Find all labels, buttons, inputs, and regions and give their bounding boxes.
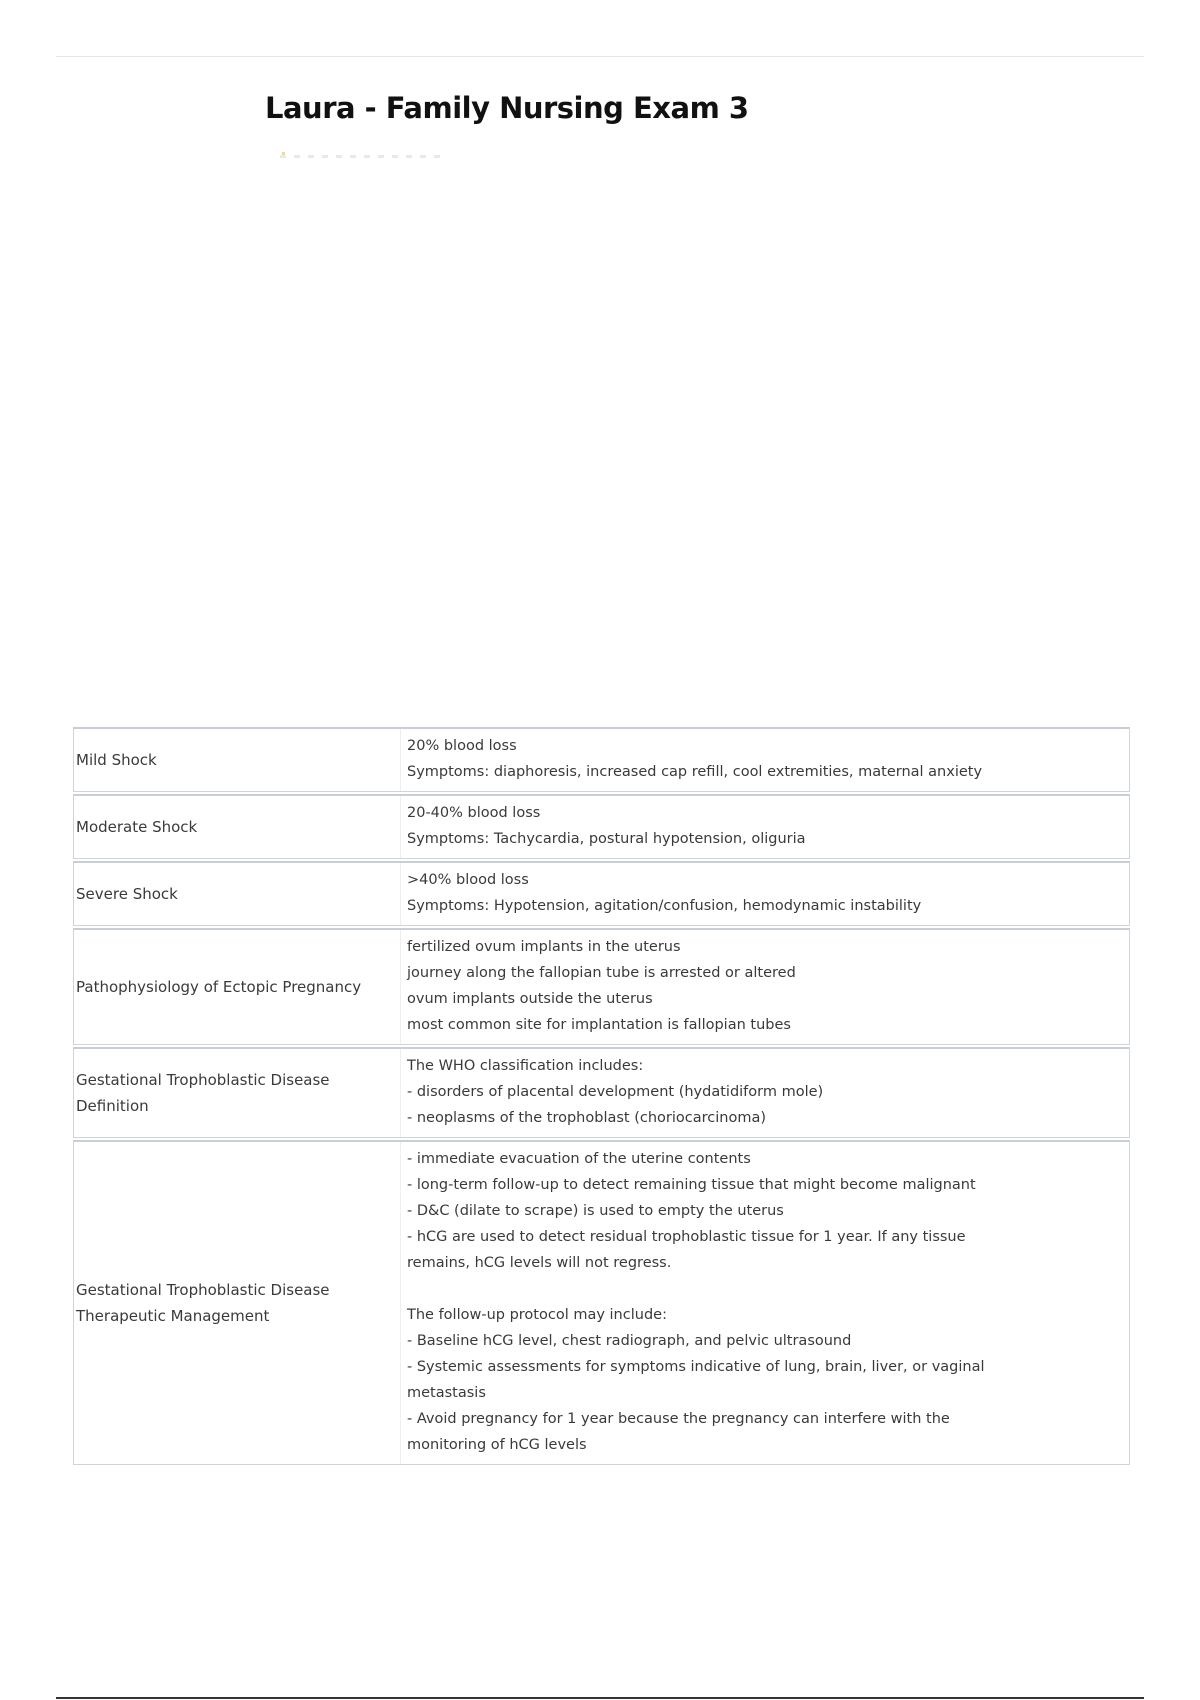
definition-line: 20-40% blood loss: [407, 805, 541, 821]
flashcard-moderate-shock: [73, 794, 1130, 859]
definition-line: journey along the fallopian tube is arrested or altered: [407, 965, 796, 981]
card-term: Pathophysiology of Ectopic Pregnancy: [74, 930, 401, 1044]
flashcard-severe-shock: [73, 861, 1130, 926]
flashcard-mild-shock: [73, 727, 1130, 792]
definition-line: 20% blood loss: [407, 738, 517, 754]
card-term: Gestational Trophoblastic Disease Definition: [74, 1049, 401, 1137]
card-definition: [401, 1142, 1129, 1464]
definition-line: Symptoms: diaphoresis, increased cap refill, cool extremities, maternal anxiety: [407, 764, 983, 780]
bottom-divider: [56, 1697, 1144, 1699]
flashcard-ectopic-pregnancy: [73, 928, 1130, 1045]
definition-line: The WHO classification includes:: [407, 1058, 644, 1074]
card-term: Gestational Trophoblastic Disease Therapeutic Management: [74, 1142, 401, 1464]
definition-line: - Systemic assessments for symptoms indicative of lung, brain, liver, or vaginal: [407, 1359, 985, 1375]
page-title: Laura - Family Nursing Exam 3: [265, 91, 749, 125]
definition-line: most common site for implantation is fallopian tubes: [407, 1017, 791, 1033]
definition-line: - long-term follow-up to detect remaining tissue that might become malignant: [407, 1177, 976, 1193]
card-term: Severe Shock: [74, 863, 401, 925]
definition-line: remains, hCG levels will not regress.: [407, 1255, 672, 1271]
card-definition: [401, 930, 1129, 1044]
top-divider: [56, 56, 1144, 57]
definition-line: monitoring of hCG levels: [407, 1437, 587, 1453]
definition-line: metastasis: [407, 1385, 486, 1401]
card-definition: [401, 796, 1129, 858]
definition-line: - hCG are used to detect residual trophoblastic tissue for 1 year. If any tissue: [407, 1229, 966, 1245]
flashcard-list: [73, 727, 1130, 1467]
definition-line: Symptoms: Tachycardia, postural hypotension, oliguria: [407, 831, 806, 847]
definition-line: ovum implants outside the uterus: [407, 991, 653, 1007]
definition-line: - Avoid pregnancy for 1 year because the pregnancy can interfere with the: [407, 1411, 950, 1427]
faded-subtitle-placeholder: [280, 155, 445, 158]
definition-line: fertilized ovum implants in the uterus: [407, 939, 681, 955]
card-definition: [401, 863, 1129, 925]
definition-line: - immediate evacuation of the uterine contents: [407, 1151, 751, 1167]
definition-line: [407, 1276, 1129, 1302]
definition-line: The follow-up protocol may include:: [407, 1307, 667, 1323]
card-definition: [401, 729, 1129, 791]
definition-line: - D&C (dilate to scrape) is used to empty the uterus: [407, 1203, 784, 1219]
flashcard-gtd-definition: [73, 1047, 1130, 1138]
definition-line: - Baseline hCG level, chest radiograph, and pelvic ultrasound: [407, 1333, 852, 1349]
card-definition: [401, 1049, 1129, 1137]
flashcard-gtd-management: [73, 1140, 1130, 1465]
definition-line: - neoplasms of the trophoblast (choriocarcinoma): [407, 1110, 766, 1126]
definition-line: Symptoms: Hypotension, agitation/confusion, hemodynamic instability: [407, 898, 922, 914]
card-term: Moderate Shock: [74, 796, 401, 858]
card-term: Mild Shock: [74, 729, 401, 791]
definition-line: - disorders of placental development (hydatidiform mole): [407, 1084, 824, 1100]
definition-line: >40% blood loss: [407, 872, 529, 888]
